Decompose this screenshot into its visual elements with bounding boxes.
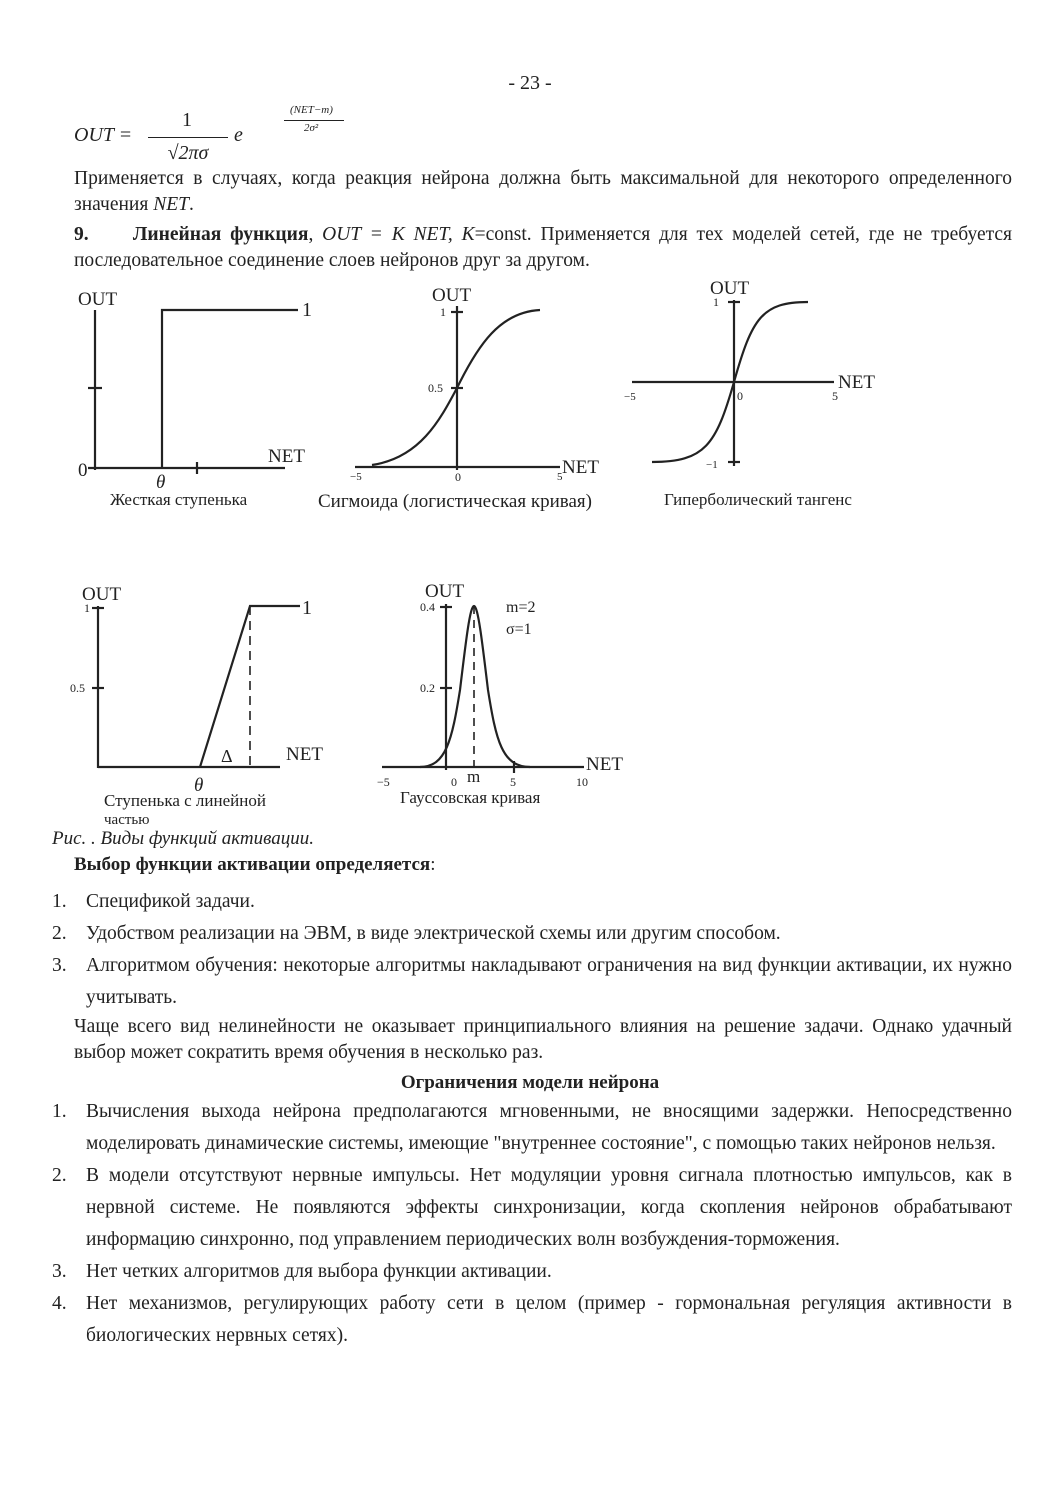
activation-charts — [0, 270, 1060, 825]
gauss-s-note: σ=1 — [506, 621, 532, 638]
gauss-y-label: OUT — [425, 581, 465, 602]
sigmoid-x-label: NET — [562, 457, 599, 478]
formula-numerator: 1 — [182, 109, 192, 131]
tanh-x0-label: 0 — [737, 389, 743, 403]
gauss-y02-label: 0.2 — [420, 681, 435, 695]
tanh-caption: Гиперболический тангенс — [664, 490, 852, 509]
choice-lead — [74, 854, 436, 876]
formula-base: e — [234, 124, 243, 146]
gauss-x0-label: 0 — [451, 775, 457, 789]
choice-lead-colon: : — [430, 854, 436, 875]
tanh-y-label: OUT — [710, 278, 750, 299]
linear-caption-line2: частью — [104, 812, 150, 825]
linear-x-label: NET — [286, 744, 323, 765]
gauss-caption: Гауссовская кривая — [400, 788, 541, 807]
linear-delta-label: Δ — [221, 746, 233, 766]
step-one-label: 1 — [302, 299, 312, 321]
item-9-rest: =const. Применяется для тех моделей сетей, где не требуется последовательное соединение слоев нейронов друг за другом. — [74, 224, 1013, 271]
item-9-formula: OUT = K NET, — [322, 224, 453, 245]
list-item: 3. Алгоритмом обучения: некоторые алгоритмы накладывают ограничения на вид функции активации, их нужно учитывать. — [52, 955, 1012, 1008]
tanh-x5-label: 5 — [832, 389, 838, 403]
item-9-paragraph: 9. Линейная функция, OUT = K NET, K=const. Применяется для тех моделей сетей, где не требуется последовательное соединение слоев нейронов друг за другом. — [74, 224, 1013, 271]
tanh-xm5-label: −5 — [624, 391, 636, 403]
list-item: 4. Нет механизмов, регулирующих работу сети в целом (пример - гормональная регуляция активности в биологических нервных сетях). — [52, 1293, 1012, 1346]
formula-exp-numerator: (NET−m) — [290, 104, 333, 116]
sigmoid-y1-label: 1 — [440, 305, 446, 319]
item-9-title: Линейная функция — [132, 224, 309, 245]
gauss-xm5-label: −5 — [377, 775, 390, 789]
gauss-m-note: m=2 — [506, 599, 536, 616]
limits-list — [52, 1096, 1012, 1352]
formula-exp-bar — [284, 120, 344, 121]
tanh-ym1-label: −1 — [706, 459, 718, 471]
choice-list — [52, 886, 1012, 1014]
step-caption: Жесткая ступенька — [110, 490, 248, 509]
step-curve — [162, 310, 298, 468]
linear-theta-label: θ — [194, 775, 204, 796]
linear-y1-label: 1 — [84, 601, 90, 615]
formula-denominator: √2πσ — [167, 142, 209, 164]
gauss-y04-label: 0.4 — [420, 600, 435, 614]
linear-y05-label: 0.5 — [70, 681, 85, 695]
sigmoid-x0-label: 0 — [455, 470, 461, 484]
list-item: 3. Нет четких алгоритмов для выбора функции активации. — [52, 1261, 552, 1282]
linear-one-label: 1 — [302, 597, 312, 619]
intro-text: Применяется в случаях, когда реакция нейрона должна быть максимальной для некоторого определенного значения — [74, 168, 1012, 215]
limits-title: Ограничения модели нейрона — [400, 1072, 660, 1093]
list-item: 2. Удобством реализации на ЭВМ, в виде электрической схемы или другим способом. — [52, 923, 781, 944]
gauss-x-label: NET — [586, 754, 623, 775]
page-number: - 23 - — [508, 72, 552, 94]
step-theta-label: θ — [156, 472, 166, 493]
linear-caption-line1: Ступенька с линейной — [104, 791, 266, 810]
sigmoid-caption: Сигмоида (логистическая кривая) — [318, 491, 592, 512]
step-zero-label: 0 — [78, 460, 88, 481]
tanh-y1-label: 1 — [713, 295, 719, 309]
formula-fraction-bar — [148, 137, 228, 138]
step-x-label: NET — [268, 446, 305, 467]
nonlinearity-paragraph: Чаще всего вид нелинейности не оказывает принципиального влияния на решение задачи. Однако удачный выбор может сократить время обучения в несколько раз. — [74, 1016, 1012, 1063]
tanh-x-label: NET — [838, 372, 875, 393]
gauss-x5-label: 5 — [510, 775, 516, 789]
figure-caption: Рис. . Виды функций активации. — [52, 828, 314, 849]
linear-y-label: OUT — [82, 584, 122, 605]
gaussian-formula — [74, 104, 333, 166]
step-y-label: OUT — [78, 289, 118, 310]
list-item: 1. Вычисления выхода нейрона предполагаются мгновенными, не вносящими задержки. Непосредственно моделировать динамические системы, имеющие "внутреннее состояние", с помощью таких нейронов нельзя. — [52, 1101, 1012, 1154]
choice-lead-text: Выбор функции активации определяется — [74, 854, 431, 875]
gauss-x10-label: 10 — [576, 775, 588, 789]
intro-paragraph: Применяется в случаях, когда реакция нейрона должна быть максимальной для некоторого определенного значения NET. — [74, 168, 1012, 215]
intro-net: NET — [153, 194, 189, 215]
item-9-number: 9. — [74, 224, 89, 245]
formula-lhs: OUT = — [74, 124, 133, 146]
list-item: 1. Спецификой задачи. — [52, 891, 255, 912]
sigmoid-x5-label: 5 — [557, 471, 563, 483]
gauss-xm-label: m — [467, 767, 481, 786]
sigmoid-xm5-label: −5 — [350, 471, 362, 483]
sigmoid-y-label: OUT — [432, 285, 472, 306]
list-item: 2. В модели отсутствуют нервные импульсы. Нет модуляции уровня сигнала плотностью импульсов, как в нервной системе. Не появляются эффекты синхронизации, когда скопления нейронов обрабатывают информацию синхронно, под управлением периодических волн возбуждения-торможения. — [52, 1165, 1012, 1250]
formula-exp-denominator: 2σ² — [304, 122, 319, 134]
sigmoid-y05-label: 0.5 — [428, 381, 443, 395]
item-9-k: K — [461, 224, 475, 245]
